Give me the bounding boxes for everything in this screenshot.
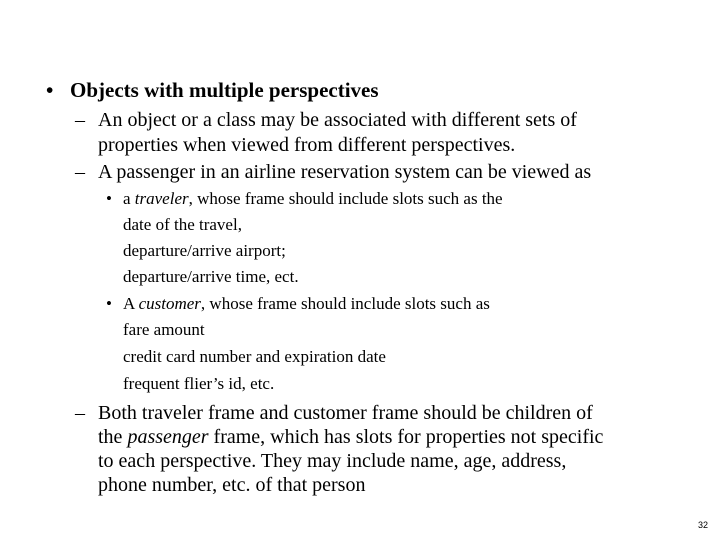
point1-dash: – (75, 109, 85, 131)
slide-heading: Objects with multiple perspectives (70, 78, 379, 102)
traveler-slot-2: departure/arrive airport; (123, 241, 286, 260)
customer-term: customer (138, 294, 201, 313)
heading-bullet: • (46, 78, 54, 102)
traveler-post: , whose frame should include slots such as the (188, 189, 503, 208)
customer-bullet: • (106, 294, 112, 313)
point1-line-2: properties when viewed from different perspectives. (98, 134, 516, 156)
point3-dash: – (75, 402, 85, 424)
traveler-line (123, 190, 503, 207)
point3-line-4: phone number, etc. of that person (98, 474, 366, 496)
point3-line-1: Both traveler frame and customer frame should be children of (98, 402, 593, 424)
point3-line-2 (98, 427, 603, 447)
passenger-term: passenger (127, 426, 209, 448)
point1-line-1: An object or a class may be associated with different sets of (98, 109, 577, 131)
point3-line-2-pre: the (98, 426, 128, 448)
traveler-term: traveler (134, 189, 189, 208)
customer-pre: A (123, 294, 139, 313)
traveler-bullet: • (106, 189, 112, 208)
traveler-pre: a (123, 189, 135, 208)
point3-line-3: to each perspective. They may include name, age, address, (98, 450, 567, 472)
customer-slot-3: frequent flier’s id, etc. (123, 374, 275, 393)
customer-post: , whose frame should include slots such as (200, 294, 490, 313)
customer-slot-2: credit card number and expiration date (123, 347, 386, 366)
traveler-slot-1: date of the travel, (123, 215, 242, 234)
point2-line: A passenger in an airline reservation system can be viewed as (98, 161, 592, 183)
point3-line-2-post: frame, which has slots for properties not specific (208, 426, 604, 448)
customer-slot-1: fare amount (123, 320, 205, 339)
traveler-slot-3: departure/arrive time, ect. (123, 267, 299, 286)
point2-dash: – (75, 161, 85, 183)
page-number: 32 (697, 520, 708, 530)
customer-line (123, 295, 490, 312)
